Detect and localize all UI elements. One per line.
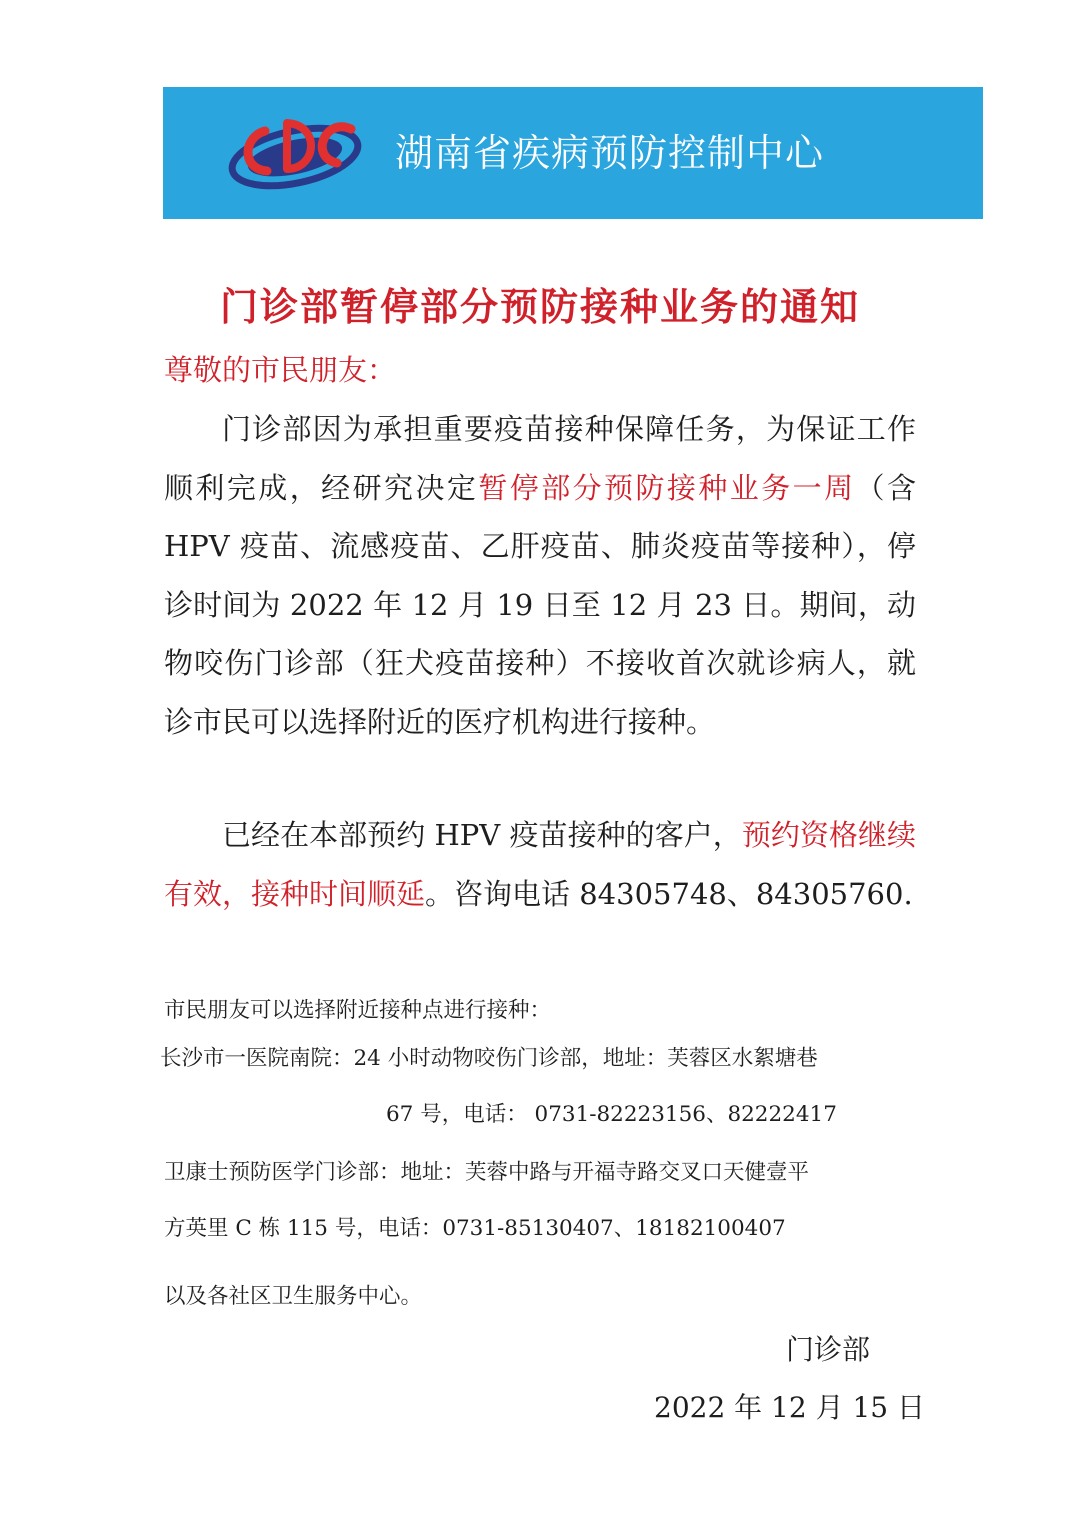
header-banner	[163, 87, 983, 219]
signature: 门诊部	[786, 1333, 871, 1366]
alternative-1-line-1: 长沙市一医院南院：24 小时动物咬伤门诊部，地址：芙蓉区水絮塘巷	[160, 1046, 818, 1071]
paragraph-appointments	[164, 806, 916, 923]
highlight-text: 暂停部分预防接种业务一周	[478, 470, 856, 505]
org-name: 湖南省疾病预防控制中心	[395, 131, 825, 175]
notice-title: 门诊部暂停部分预防接种业务的通知	[219, 285, 860, 329]
paragraph-suspension	[164, 400, 916, 751]
highlight-text: 预约资格继续有效，接种时间顺延	[164, 818, 916, 911]
paragraph-text: 门诊部因为承担重要疫苗接种保障任务，为保证工作顺利完成，经研究决定	[164, 412, 916, 505]
notice-date: 2022 年 12 月 15 日	[654, 1391, 926, 1424]
paragraph-text: 已经在本部预约 HPV 疫苗接种的客户，	[222, 818, 742, 852]
alternative-2-line-1: 卫康士预防医学门诊部：地址：芙蓉中路与开福寺路交叉口天健壹平	[164, 1160, 810, 1185]
alternative-2-line-2: 方英里 C 栋 115 号，电话：0731-85130407、18182100407	[164, 1216, 786, 1241]
paragraph-text: （含 HPV 疫苗、流感疫苗、乙肝疫苗、肺炎疫苗等接种），停诊时间为 2022 年 12 月 19 日至 12 月 23 日。期间，动物咬伤门诊部（狂犬疫苗接种）不接收首次就诊病人，就诊市民可以选择附近的医疗机构进行接种。	[164, 470, 916, 739]
paragraph-text: 。咨询电话 84305748、84305760.	[425, 876, 913, 911]
alternatives-intro: 市民朋友可以选择附近接种点进行接种：	[164, 998, 552, 1023]
alternative-3: 以及各社区卫生服务中心。	[164, 1284, 423, 1309]
alternative-1-line-2: 67 号，电话： 0731-82223156、82222417	[386, 1102, 837, 1127]
salutation: 尊敬的市民朋友：	[164, 353, 397, 387]
cdc-logo	[225, 107, 365, 197]
